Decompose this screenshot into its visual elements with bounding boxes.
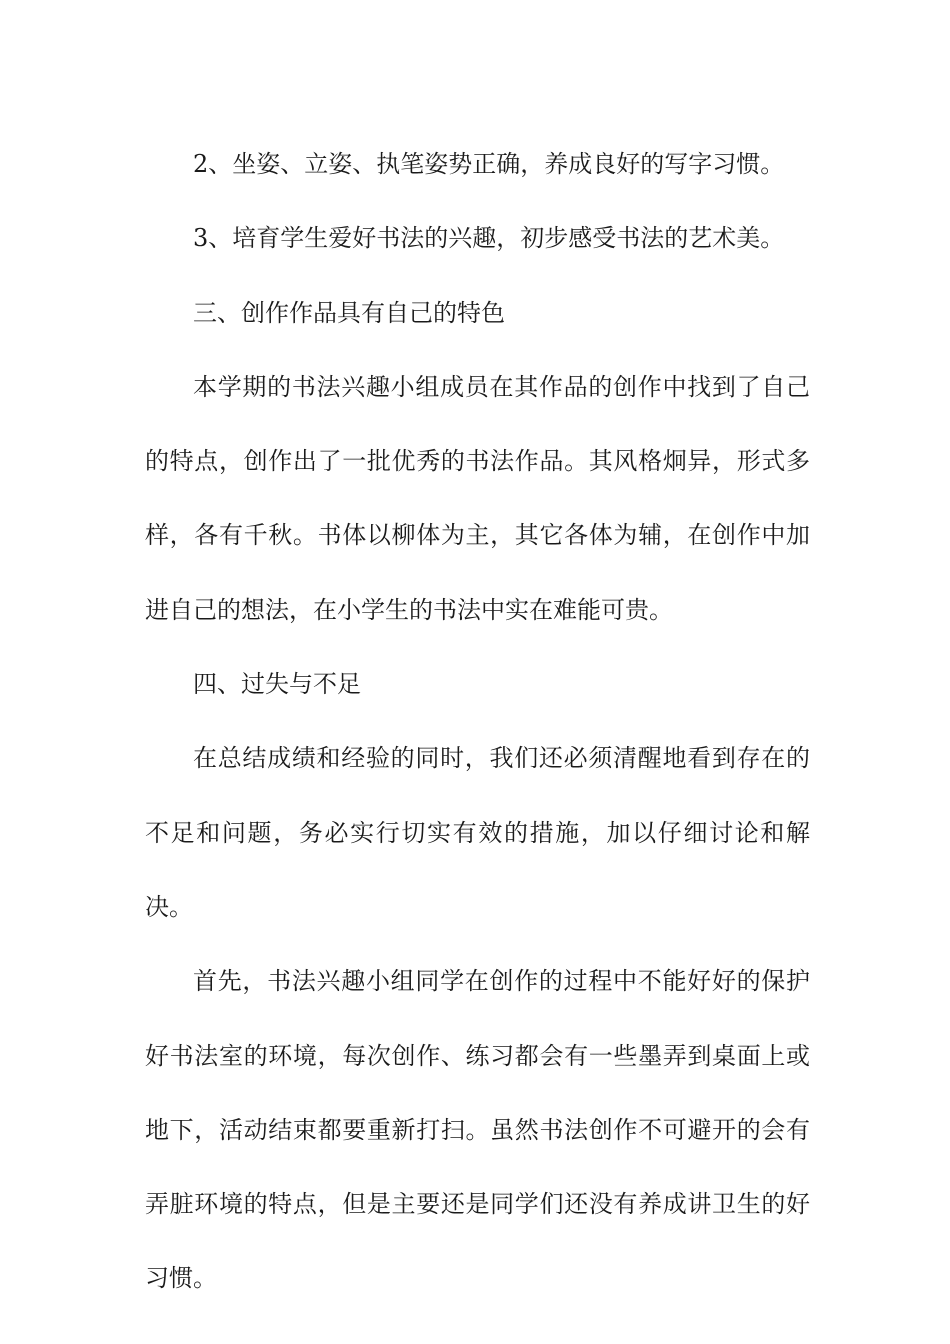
section-heading-features: 三、创作作品具有自己的特色 <box>193 298 505 327</box>
paragraph-goal-interest: 3、培育学生爱好书法的兴趣，初步感受书法的艺术美。 <box>193 224 785 253</box>
paragraph-features: 本学期的书法兴趣小组成员在其作品的创作中找到了自己的特点，创作出了一批优秀的书法作品。其风格炯异，形式多样，各有千秋。书体以柳体为主，其它各体为辅，在创作中加进自己的想法，在小学生的书法中实在难能可贵。 <box>145 372 810 624</box>
document-body <box>145 127 810 1316</box>
section-heading-shortcomings: 四、过失与不足 <box>193 670 361 699</box>
paragraph-goal-posture: 2、坐姿、立姿、执笔姿势正确，养成良好的写字习惯。 <box>193 150 785 178</box>
paragraph-shortcomings-first: 首先，书法兴趣小组同学在创作的过程中不能好好的保护好书法室的环境，每次创作、练习都会有一些墨弄到桌面上或地下，活动结束都要重新打扫。虽然书法创作不可避开的会有弄脏环境的特点，但是主要还是同学们还没有养成讲卫生的好习惯。 <box>145 967 810 1293</box>
paragraph-shortcomings-intro: 在总结成绩和经验的同时，我们还必须清醒地看到存在的不足和问题，务必实行切实有效的措施，加以仔细讨论和解决。 <box>145 744 810 921</box>
